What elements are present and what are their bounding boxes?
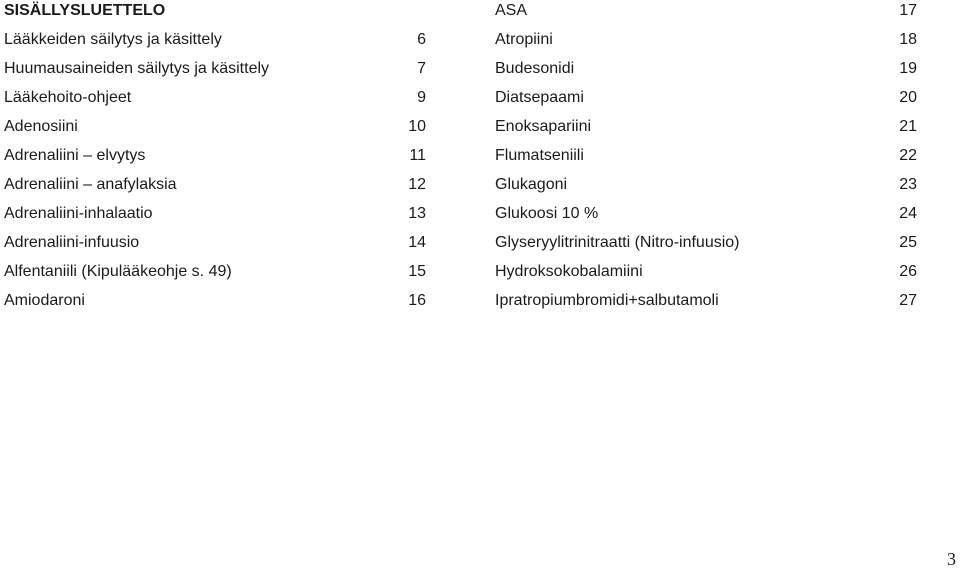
toc-entry-page: 19 bbox=[899, 60, 917, 77]
toc-entry bbox=[495, 203, 917, 232]
page-number: 3 bbox=[947, 549, 956, 569]
toc-title: SISÄLLYSLUETTELO bbox=[4, 2, 166, 19]
toc-entry-page: 26 bbox=[899, 263, 917, 280]
toc-entry bbox=[4, 58, 426, 87]
toc-entry-label: Lääkkeiden säilytys ja käsittely bbox=[4, 31, 222, 48]
toc-entry-label: Ipratropiumbromidi+salbutamoli bbox=[495, 292, 719, 309]
toc-entry bbox=[495, 232, 917, 261]
toc-entry bbox=[4, 29, 426, 58]
toc-entry bbox=[495, 87, 917, 116]
toc-entry-label: Adrenaliini-infuusio bbox=[4, 234, 140, 251]
toc-entry bbox=[495, 145, 917, 174]
toc-entry-page: 10 bbox=[408, 118, 426, 135]
toc-entry bbox=[495, 116, 917, 145]
toc-entry-label: Adrenaliini – anafylaksia bbox=[4, 176, 177, 193]
toc-entry bbox=[4, 145, 426, 174]
toc-entry-label: Glukagoni bbox=[495, 176, 568, 193]
toc-entry-page: 9 bbox=[417, 89, 426, 106]
toc-entry-page: 17 bbox=[899, 2, 917, 19]
toc-right-column bbox=[495, 0, 917, 319]
toc-entry-page: 18 bbox=[899, 31, 917, 48]
toc-entry-label: Adrenaliini – elvytys bbox=[4, 147, 146, 164]
toc-entry-page: 25 bbox=[899, 234, 917, 251]
toc-entry-label: Adrenaliini-inhalaatio bbox=[4, 205, 153, 222]
toc-entry-label: Huumausaineiden säilytys ja käsittely bbox=[4, 60, 270, 77]
toc-entry-page: 12 bbox=[408, 176, 426, 193]
toc-entry-page: 11 bbox=[409, 147, 426, 164]
toc-entry bbox=[4, 290, 426, 319]
toc-title-row bbox=[4, 0, 426, 29]
toc-entry-page: 13 bbox=[408, 205, 426, 222]
toc-entry-page: 14 bbox=[408, 234, 426, 251]
toc-entry-label: Glyseryylitrinitraatti (Nitro-infuusio) bbox=[495, 234, 740, 251]
toc-entry-label: ASA bbox=[495, 2, 528, 19]
toc-entry-page: 7 bbox=[417, 60, 426, 77]
toc-entry-label: Adenosiini bbox=[4, 118, 78, 135]
toc-entry bbox=[495, 261, 917, 290]
toc-entry-label: Alfentaniili (Kipulääkeohje s. 49) bbox=[4, 263, 232, 280]
toc-entry bbox=[4, 87, 426, 116]
toc-entry bbox=[495, 58, 917, 87]
toc-entry-label: Lääkehoito-ohjeet bbox=[4, 89, 132, 106]
toc-entry-page: 27 bbox=[899, 292, 917, 309]
toc-entry bbox=[4, 261, 426, 290]
toc-entry bbox=[495, 29, 917, 58]
toc-entry-label: Budesonidi bbox=[495, 60, 575, 77]
toc-entry-page: 15 bbox=[408, 263, 426, 280]
toc-entry-label: Enoksapariini bbox=[495, 118, 592, 135]
toc-entry-label: Amiodaroni bbox=[4, 292, 85, 309]
toc-entry-label: Flumatseniili bbox=[495, 147, 584, 164]
toc-entry-page: 24 bbox=[899, 205, 917, 222]
toc-left-column bbox=[4, 0, 426, 319]
toc-entry-page: 6 bbox=[417, 31, 426, 48]
toc-entry-label: Glukoosi 10 % bbox=[495, 205, 599, 222]
toc-entry-label: Hydroksokobalamiini bbox=[495, 263, 643, 280]
toc-entry-page: 16 bbox=[408, 292, 426, 309]
toc-entry bbox=[495, 174, 917, 203]
toc-entry-page: 20 bbox=[899, 89, 917, 106]
toc-entry bbox=[495, 290, 917, 319]
toc-entry bbox=[495, 0, 917, 29]
toc-entry bbox=[4, 174, 426, 203]
toc-entry-label: Diatsepaami bbox=[495, 89, 584, 106]
toc-entry-page: 21 bbox=[899, 118, 917, 135]
toc-entry bbox=[4, 203, 426, 232]
toc-entry-label: Atropiini bbox=[495, 31, 553, 48]
toc-entry-page: 23 bbox=[899, 176, 917, 193]
toc-entry bbox=[4, 232, 426, 261]
toc-entry-page: 22 bbox=[899, 147, 917, 164]
toc-entry bbox=[4, 116, 426, 145]
